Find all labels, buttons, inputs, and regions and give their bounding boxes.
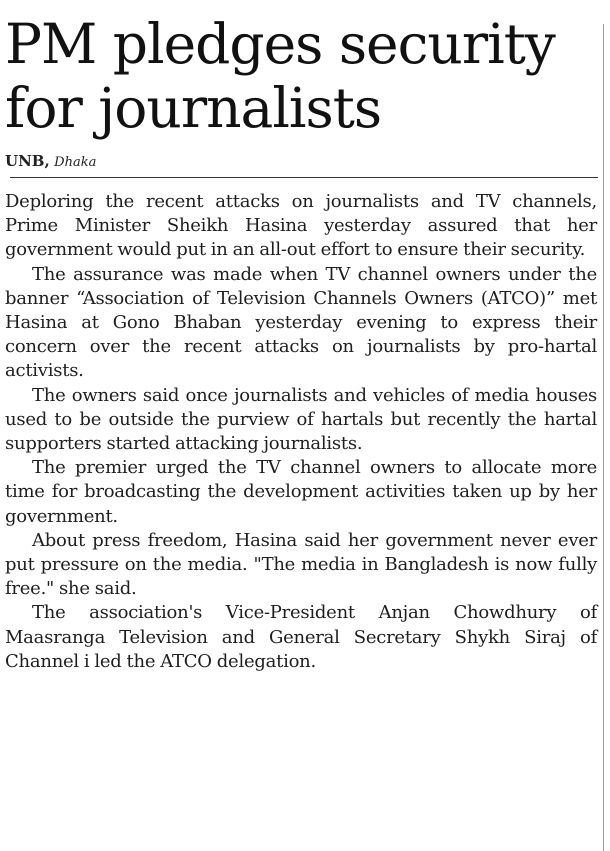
paragraph-6: The association's Vice-President Anjan Chowdhury of Maasranga Television and General Secretary Shykh Siraj of Channel i led the ATCO delegation. bbox=[5, 602, 597, 672]
byline-divider bbox=[10, 177, 598, 178]
paragraph-1: Deploring the recent attacks on journalists and TV channels, Prime Minister Sheikh Hasina yesterday assured that her government would put in an all-out effort to ensure their security. bbox=[5, 191, 597, 261]
byline bbox=[5, 152, 597, 172]
paragraph-2: The assurance was made when TV channel owners under the banner “Association of Television Channels Owners (ATCO)” met Hasina at Gono Bhaban yesterday evening to express their concern over the recent attacks on journalists by pro-hartal activists. bbox=[5, 263, 597, 382]
headline-line-1: PM pledges security bbox=[5, 12, 555, 76]
paragraph-3: The owners said once journalists and vehicles of media houses used to be outside the purview of hartals but recently the hartal supporters started attacking journalists. bbox=[5, 384, 597, 455]
headline bbox=[5, 12, 597, 140]
paragraph-4: The premier urged the TV channel owners to allocate more time for broadcasting the development activities taken up by her government. bbox=[5, 457, 597, 527]
column-edge-rule bbox=[603, 24, 604, 851]
headline-line-2: for journalists bbox=[5, 76, 382, 140]
article-body bbox=[5, 190, 597, 674]
byline-agency: UNB, bbox=[5, 152, 50, 170]
news-article bbox=[5, 0, 597, 674]
paragraph-5: About press freedom, Hasina said her government never ever put pressure on the media. "The media in Bangladesh is now fully free." she said. bbox=[5, 529, 597, 600]
byline-location: Dhaka bbox=[54, 155, 97, 170]
